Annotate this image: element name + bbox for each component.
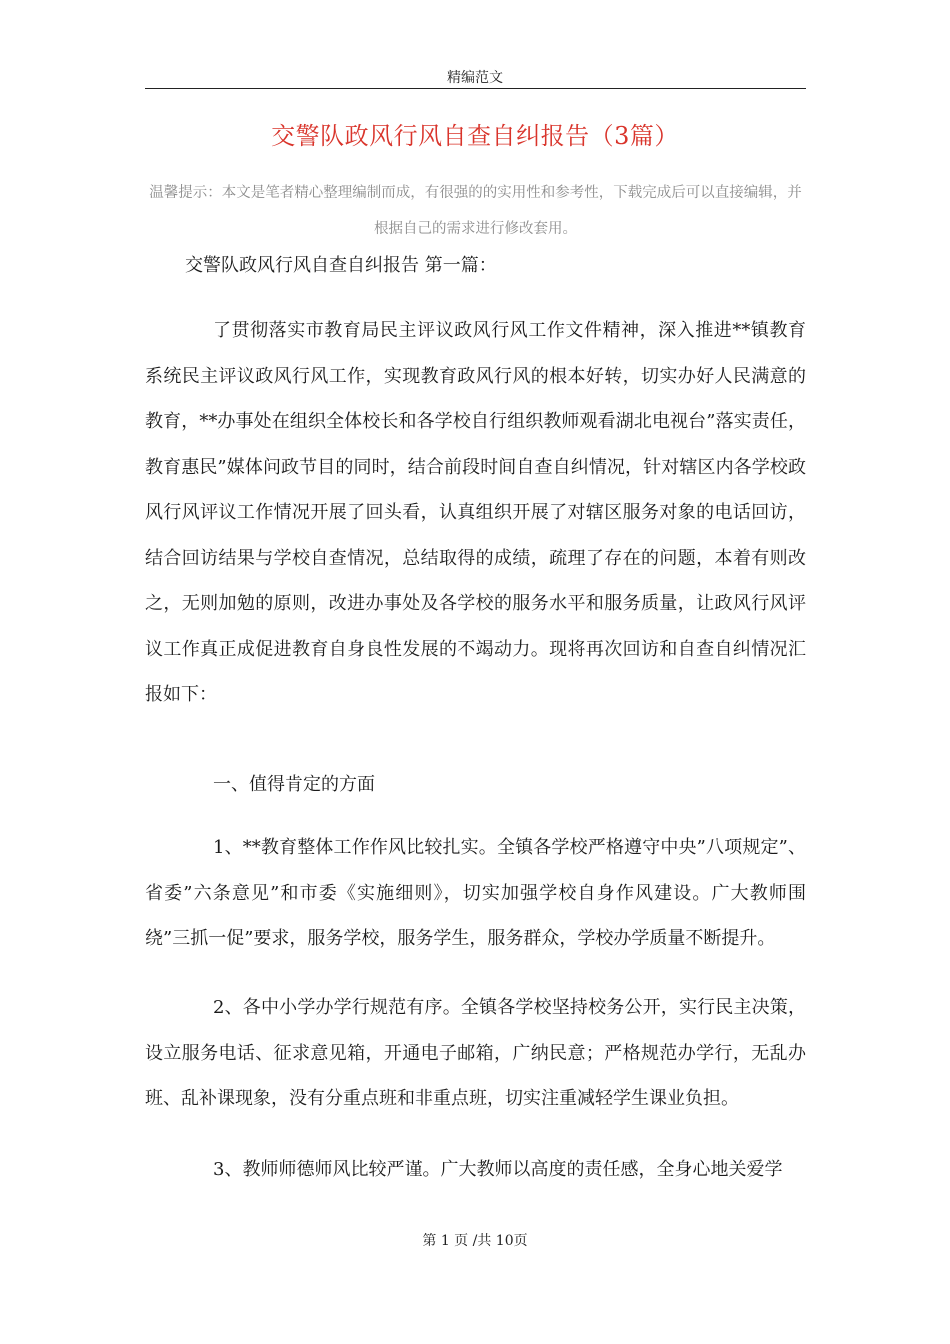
download-tip: 温馨提示：本文是笔者精心整理编制而成，有很强的的实用性和参考性，下载完成后可以直接编辑，并根据自己的需求进行修改套用。 [149,185,802,237]
body-paragraph-item-1: 1、**教育整体工作作风比较扎实。全镇各学校严格遵守中央”八项规定”、省委”六条意见”和市委《实施细则》，切实加强学校自身作风建设。广大教师围绕”三抓一促”要求，服务学校，服务学生，服务群众，学校办学质量不断提升。 [145,837,806,949]
page-header: 精编范文 [447,70,503,86]
document-title: 交警队政风行风自查自纠报告（3篇） [271,122,679,150]
section-subheading: 交警队政风行风自查自纠报告 第一篇： [185,255,497,276]
body-paragraph-item-2: 2、各中小学办学行规范有序。全镇各学校坚持校务公开，实行民主决策，设立服务电话、征求意见箱，开通电子邮箱，广纳民意；严格规范办学行，无乱办班、乱补课现象，没有分重点班和非重点班，切实注重减轻学生课业负担。 [145,997,806,1109]
body-paragraph-item-3: 3、教师师德师风比较严谨。广大教师以高度的责任感，全身心地关爱学 [213,1159,783,1180]
body-paragraph-intro: 了贯彻落实市教育局民主评议政风行风工作文件精神，深入推进**镇教育系统民主评议政风行风工作，实现教育政风行风的根本好转，切实办好人民满意的教育，**办事处在组织全体校长和各学校自行组织教师观看湖北电视台”落实责任，教育惠民”媒体问政节目的同时，结合前段时间自查自纠情况，针对辖区内各学校政风行风评议工作情况开展了回头看，认真组织开展了对辖区服务对象的电话回访，结合回访结果与学校自查情况，总结取得的成绩，疏理了存在的问题，本着有则改之，无则加勉的原则，改进办事处及各学校的服务水平和服务质量，让政风行风评议工作真正成促进教育自身良性发展的不竭动力。现将再次回访和自查自纠情况汇报如下： [145,320,806,705]
page-footer: 第 1 页 /共 10页 [422,1233,528,1249]
header-divider [145,88,806,89]
section-heading-positive: 一、值得肯定的方面 [213,774,375,795]
